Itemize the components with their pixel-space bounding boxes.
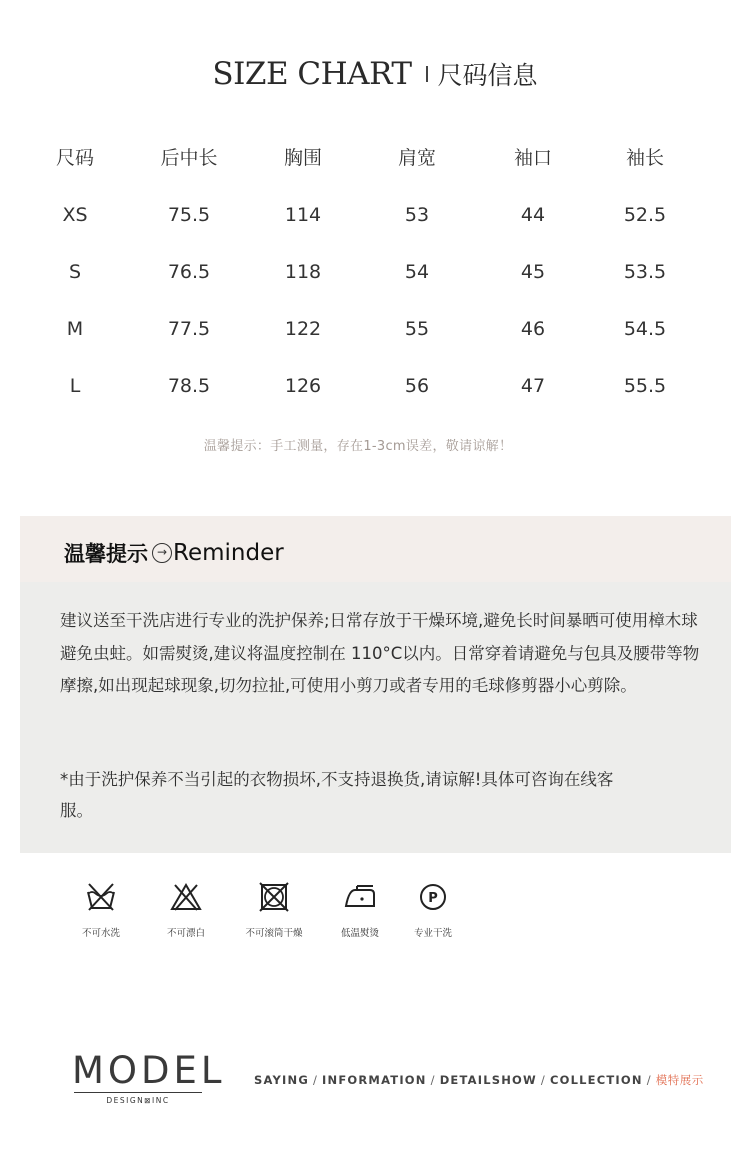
care-item-no-bleach (146, 880, 226, 939)
logo-subtitle: DESIGN⊠INC (106, 1096, 170, 1105)
title-divider (426, 66, 428, 82)
reminder-header (20, 516, 731, 582)
size-table-header (18, 130, 732, 187)
measurement-note: 温馨提示：手工测量，存在1-3cm误差，敬请谅解！ (203, 439, 513, 454)
column-header: 后中长 (160, 147, 218, 169)
table-cell: 55.5 (623, 375, 667, 397)
nav-item-detailshow: DETAILSHOW (439, 1073, 537, 1087)
table-row (18, 187, 732, 244)
table-cell: 52.5 (623, 204, 667, 226)
care-label: 不可漂白 (166, 928, 205, 939)
size-label: XS (62, 204, 88, 226)
care-item-no-wash (61, 880, 141, 939)
care-label: 不可滚筒干燥 (245, 928, 303, 939)
table-row (18, 301, 732, 358)
care-item-no-tumble-dry (234, 880, 314, 939)
size-label: S (68, 261, 82, 283)
table-cell: 54.5 (623, 318, 667, 340)
column-header: 袖口 (513, 147, 552, 169)
table-cell: 114 (284, 204, 322, 226)
footer-nav (254, 1072, 704, 1088)
size-label: M (66, 318, 84, 340)
table-cell: 47 (520, 375, 546, 397)
table-cell: 53.5 (623, 261, 667, 283)
no-water-wash-icon (84, 880, 118, 914)
no-bleach-icon (169, 880, 203, 914)
reminder-panel (20, 516, 731, 853)
care-symbols (0, 880, 750, 950)
dry-clean-icon (416, 880, 450, 914)
table-row (18, 244, 732, 301)
no-tumble-dry-icon (257, 880, 291, 914)
logo-divider (74, 1092, 202, 1093)
size-label: L (69, 375, 81, 397)
table-cell: 53 (404, 204, 430, 226)
table-cell: 76.5 (167, 261, 211, 283)
size-table (18, 130, 732, 415)
table-cell: 45 (520, 261, 546, 283)
table-row (18, 358, 732, 415)
table-cell: 56 (404, 375, 430, 397)
nav-separator: / (430, 1073, 436, 1087)
care-label: 低温熨烫 (340, 928, 379, 939)
care-item-low-temp-iron (320, 880, 400, 939)
table-cell: 44 (520, 204, 546, 226)
care-instructions-text: 建议送至干洗店进行专业的洗护保养;日常存放于干燥环境,避免长时间暴晒可使用樟木球避免虫蛀。如需熨烫,建议将温度控制在 110°C以内。日常穿着请避免与包具及腰带等物摩擦,如出现起球现象,切勿拉扯,可使用小剪刀或者专用的毛球修剪器小心剪除。 (60, 611, 700, 695)
column-header: 肩宽 (397, 147, 436, 169)
table-cell: 118 (284, 261, 322, 283)
arrow-right-icon: → (152, 543, 172, 563)
care-item-dry-clean (393, 880, 473, 939)
title-cn: 尺码信息 (437, 61, 538, 90)
nav-separator: / (312, 1073, 319, 1087)
table-cell: 122 (284, 318, 322, 340)
nav-separator: / (540, 1073, 546, 1087)
care-label: 不可水洗 (81, 928, 120, 939)
table-cell: 126 (284, 375, 322, 397)
return-policy-text: *由于洗护保养不当引起的衣物损坏,不支持退换货,请谅解!具体可咨询在线客服。 (60, 770, 614, 820)
nav-item-model-show: 模特展示 (655, 1073, 704, 1087)
table-cell: 54 (404, 261, 430, 283)
reminder-title-cn: 温馨提示 (64, 542, 148, 566)
low-temp-iron-icon (343, 880, 377, 914)
care-label: 专业干洗 (413, 928, 452, 939)
size-chart-title (0, 56, 750, 92)
nav-separator: / (646, 1073, 652, 1087)
reminder-title-en: Reminder (173, 540, 284, 566)
dry-clean-symbol: P (428, 891, 438, 906)
table-cell: 46 (520, 318, 546, 340)
table-cell: 77.5 (167, 318, 211, 340)
column-header: 尺码 (55, 147, 94, 169)
table-cell: 75.5 (167, 204, 211, 226)
table-cell: 78.5 (167, 375, 211, 397)
reminder-title (64, 538, 284, 568)
column-header: 胸围 (283, 147, 322, 169)
title-en: SIZE CHART (212, 56, 412, 92)
table-cell: 55 (404, 318, 430, 340)
brand-logo (72, 1049, 226, 1105)
nav-item-information: INFORMATION (322, 1073, 427, 1087)
logo-wordmark: MODEL (72, 1049, 226, 1092)
nav-item-saying: SAYING (254, 1073, 309, 1087)
column-header: 袖长 (625, 147, 664, 169)
nav-item-collection: COLLECTION (550, 1073, 643, 1087)
